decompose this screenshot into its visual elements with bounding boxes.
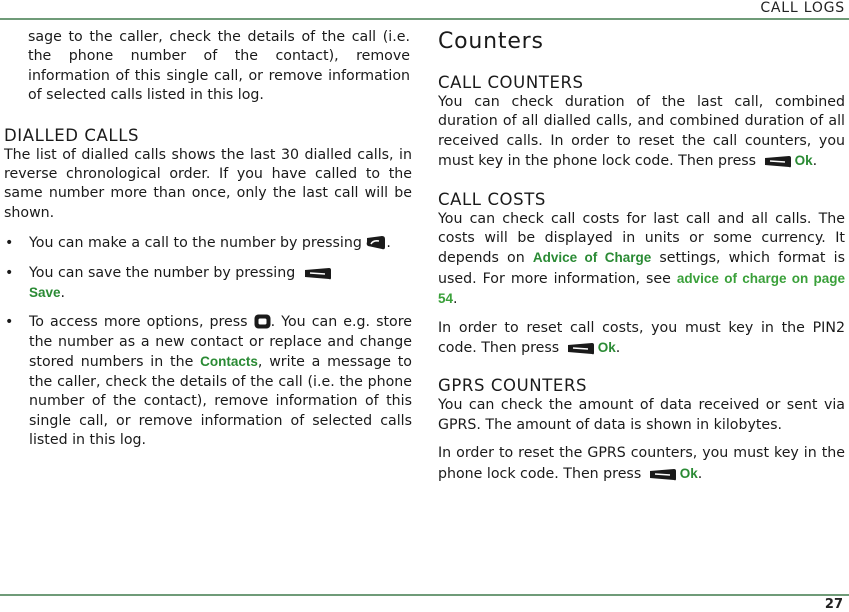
softkey-icon [567, 343, 595, 355]
call-costs-paragraph: You can check call costs for last call and all calls. The costs will be displayed in units or some currency. It depends on Advice of Charge settings, which format is used. For more information, see advice of charge on page 54. [438, 210, 846, 308]
call-key-icon [366, 236, 386, 250]
intro-paragraph: sage to the caller, check the details of the call (i.e. the phone number of the contact), remove information of this single call, or remove information of selected calls listed in this log. [28, 29, 410, 104]
list-item: • You can make a call to the number by pressing . [4, 234, 412, 253]
call-counters-paragraph: You can check duration of the last call, combined duration of all dialled calls, and combined duration of all received calls. In order to reset the call counters, you must key in the phone lock code. Then press Ok. [438, 94, 845, 170]
ok-key-label: Ok [794, 153, 813, 169]
right-column [438, 28, 845, 484]
menu-key-icon [254, 314, 271, 329]
left-column [4, 28, 412, 450]
advice-of-charge-key-label: Advice of Charge [532, 250, 652, 266]
dialled-calls-heading: DIALLED CALLS [4, 125, 140, 145]
ok-key-label: Ok [597, 340, 616, 356]
dialled-calls-paragraph: The list of dialled calls shows the last 30 dialled calls, in reverse chronological order. If you have called to the same number more than once, only the last call will be shown. [4, 146, 412, 221]
options-list [4, 234, 412, 450]
contacts-key-label: Contacts [200, 354, 258, 370]
call-counters-heading: CALL COUNTERS [438, 73, 584, 92]
running-header: CALL LOGS [760, 0, 845, 16]
page-title: Counters [438, 29, 544, 54]
gprs-counters-paragraph: You can check the amount of data received or sent via GPRS. The amount of data is shown in kilobytes. [438, 397, 845, 433]
ok-key-label: Ok [679, 465, 698, 481]
softkey-icon [649, 469, 677, 481]
softkey-icon [304, 268, 332, 280]
list-item: • You can save the number by pressing Save. [4, 264, 412, 304]
gprs-counters-heading: GPRS COUNTERS [438, 376, 588, 396]
save-key-label: Save [29, 285, 61, 301]
call-costs-heading: CALL COSTS [438, 189, 546, 209]
reset-costs-paragraph: In order to reset call costs, you must key in the PIN2 code. Then press Ok. [438, 319, 845, 357]
cross-reference-link[interactable]: advice of charge on page 54 [438, 270, 846, 307]
softkey-icon [764, 156, 792, 168]
list-item: • To access more options, press . You can e.g. store the number as a new contact or replace and change stored numbers in the Contacts, write a message to the caller, check the details of the call (i.e. the phone number of the contact), remove information of this single call, or remove information of selected calls listed in this log. [4, 313, 412, 450]
footer-rule [0, 594, 849, 596]
page-number: 27 [824, 597, 843, 612]
header-rule [0, 18, 849, 20]
gprs-reset-paragraph: In order to reset the GPRS counters, you must key in the phone lock code. Then press Ok. [438, 445, 845, 482]
